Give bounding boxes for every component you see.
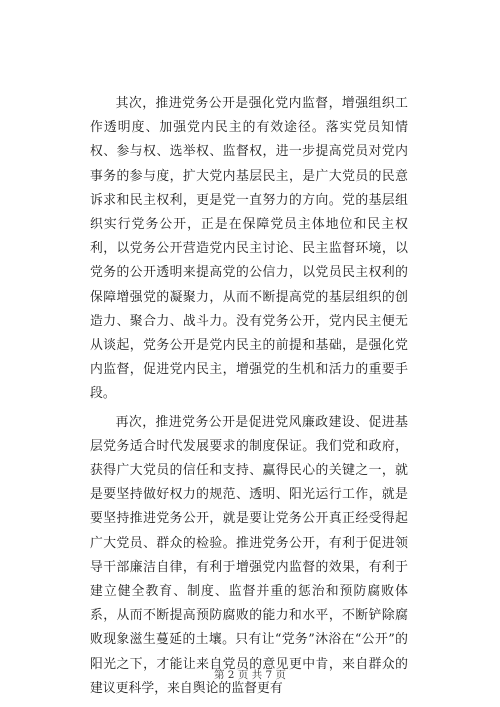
paragraph-2: 再次，推进党务公开是促进党风廉政建设、促进基层党务适合时代发展要求的制度保证。我们党和政府，获得广大党员的信任和支持、赢得民心的关键之一，就是要坚持做好权力的规范、透明、阳光运行工作，就是要坚持推进党务公开，就是要让党务公开真正经受得起广大党员、群众的检验。推进党务公开，有利于促进领导干部廉洁自律，有利于增强党内监督的效果，有利于建立健全教育、制度、监督并重的惩治和预防腐败体系，从而不断提高预防腐败的能力和水平，不断铲除腐败现象滋生蔓延的土壤。只有让“党务”沐浴在“公开”的阳光之下，才能让来自党员的意见更中肯，来自群众的建议更科学，来自舆论的监督更有 <box>90 414 408 696</box>
paragraph-1: 其次，推进党务公开是强化党内监督，增强组织工作透明度、加强党内民主的有效途径。落实党员知情权、参与权、选举权、监督权，进一步提高党员对党内事务的参与度，扩大党内基层民主，是广大党员的民意诉求和民主权利，更是党一直努力的方向。党的基层组织实行党务公开，正是在保障党员主体地位和民主权利，以党务公开营造党内民主讨论、民主监督环境，以党务的公开透明来提高党的公信力，以党员民主权利的保障增强党的凝聚力，从而不断提高党的基层组织的创造力、聚合力、战斗力。没有党务公开，党内民主便无从谈起，党务公开是党内民主的前提和基础，是强化党内监督，促进党内民主，增强党的生机和活力的重要手段。 <box>90 96 408 402</box>
page-footer: 第 2 页 共 7 页 <box>213 669 287 681</box>
document-body <box>90 92 408 705</box>
